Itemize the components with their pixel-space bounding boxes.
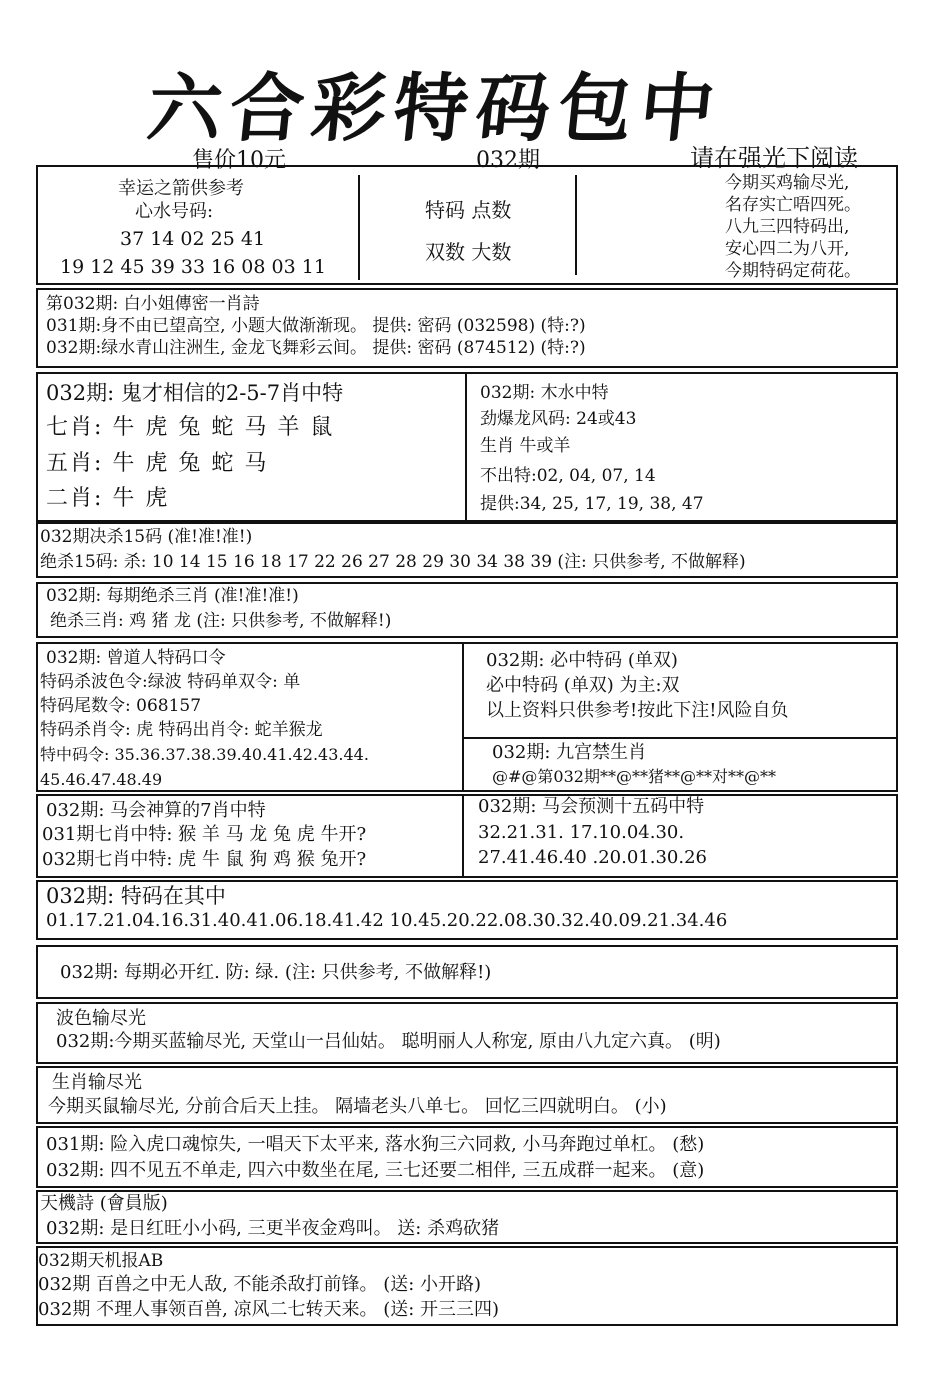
mahui15-line-2: 27.41.46.40 .20.01.30.26	[478, 847, 708, 868]
bai-line-1: 031期:身不由已望高空, 小题大做渐渐现。 提供: 密码 (032598) (特:?)	[46, 316, 586, 336]
guicai-5: 五肖: 牛 虎 兔 蛇 马	[46, 451, 269, 476]
jiugong-title: 032期: 九宫禁生肖	[492, 742, 647, 763]
lucky-title: 幸运之箭供参考	[118, 178, 244, 199]
lucky-subtitle: 心水号码:	[135, 201, 214, 222]
zaiqi-title: 032期: 特码在其中	[46, 884, 226, 908]
zeng-line-4: 特中码令: 35.36.37.38.39.40.41.42.43.44.	[40, 745, 369, 764]
lucky-numbers-2: 19 12 45 39 33 16 08 03 11	[60, 256, 326, 278]
poem2-line-2: 032期: 四不见五不单走, 四六中数坐在尾, 三七还要二相伴, 三五成群一起来。 (意)	[46, 1160, 705, 1181]
juesha-ma-numbers: 绝杀15码: 杀: 10 14 15 16 18 17 22 26 27 28 29 30 34 38 39 (注: 只供参考, 不做解释)	[40, 552, 746, 572]
mahui15-line-1: 32.21.31. 17.10.04.30.	[478, 822, 685, 843]
guicai-2: 二肖: 牛 虎	[46, 486, 170, 511]
zeng-line-3: 特码杀肖令: 虎 特码出肖令: 蛇羊猴龙	[40, 720, 323, 740]
shengxiao-line: 今期买鼠输尽光, 分前合后天上挂。 隔墙老头八单七。 回忆三四就明白。 (小)	[48, 1096, 667, 1117]
mushui-line-4: 提供:34, 25, 17, 19, 38, 47	[480, 494, 704, 514]
top-poem: 今期买鸡输尽光, 名存实亡唔四死。 八九三四特码出, 安心四二为八开, 今期特码定荷花。	[725, 173, 861, 281]
mahui7-title: 032期: 马会神算的7肖中特	[46, 800, 266, 821]
zeng-line-1: 特码杀波色令:绿波 特码单双令: 单	[40, 672, 301, 692]
jiugong-line: @#@第032期**@**猪**@**对**@**	[492, 767, 776, 786]
mahui15-title: 032期: 马会预测十五码中特	[478, 796, 705, 817]
tianjibao-title: 032期天机报AB	[38, 1251, 164, 1271]
tema-row-2: 双数 大数	[425, 240, 512, 264]
bose-title: 波色输尽光	[56, 1008, 146, 1029]
tianjibao-line-1: 032期 百兽之中无人敌, 不能杀敌打前锋。 (送: 小开路)	[38, 1274, 482, 1295]
guicai-7: 七肖: 牛 虎 兔 蛇 马 羊 鼠	[46, 415, 335, 440]
mushui-title: 032期: 木水中特	[480, 383, 609, 403]
mushui-line-3: 不出特:02, 04, 07, 14	[480, 466, 656, 486]
issue-label: 032期	[476, 148, 540, 173]
poem2-line-1: 031期: 险入虎口魂惊失, 一唱天下太平来, 落水狗三六同救, 小马奔跑过单杠。 (愁)	[46, 1134, 705, 1155]
juesha-xiao-line: 绝杀三肖: 鸡 猪 龙 (注: 只供参考, 不做解释!)	[50, 611, 392, 631]
shengxiao-title: 生肖输尽光	[52, 1072, 142, 1093]
bai-line-2: 032期:绿水青山注洲生, 金龙飞舞彩云间。 提供: 密码 (874512) (特:?)	[46, 338, 586, 358]
zeng-line-5: 45.46.47.48.49	[40, 770, 163, 789]
tema-row-1: 特码 点数	[425, 198, 512, 222]
mahui7-line-1: 031期七肖中特: 猴 羊 马 龙 兔 虎 牛开?	[42, 824, 367, 845]
zaiqi-numbers: 01.17.21.04.16.31.40.41.06.18.41.42 10.45.20.22.08.30.32.40.09.21.34.46	[46, 910, 728, 931]
juesha-ma-title: 032期决杀15码 (准!准!准!)	[40, 527, 253, 547]
bikai-line: 032期: 每期必开红. 防: 绿. (注: 只供参考, 不做解释!)	[60, 962, 492, 983]
lucky-numbers-1: 37 14 02 25 41	[120, 228, 266, 250]
read-notice: 请在强光下阅读	[690, 144, 858, 172]
mahui7-line-2: 032期七肖中特: 虎 牛 鼠 狗 鸡 猴 兔开?	[42, 849, 367, 870]
zeng-line-2: 特码尾数令: 068157	[40, 696, 202, 716]
bizhong-title: 032期: 必中特码 (单双)	[486, 650, 678, 671]
juesha-xiao-title: 032期: 每期绝杀三肖 (准!准!准!)	[46, 586, 299, 606]
bai-title: 第032期: 白小姐傳密一肖詩	[46, 294, 260, 314]
bizhong-line-2: 以上资料只供参考!按此下注!风险自负	[486, 700, 789, 721]
mushui-line-2: 生肖 牛或羊	[480, 436, 571, 456]
tianji-line: 032期: 是日红旺小小码, 三更半夜金鸡叫。 送: 杀鸡砍猪	[46, 1218, 500, 1239]
bose-line: 032期:今期买蓝输尽光, 天堂山一吕仙姑。 聪明丽人人称宠, 原由八九定六真。 (明)	[56, 1031, 721, 1052]
tianjibao-line-2: 032期 不理人事领百兽, 凉风二七转天来。 (送: 开三三四)	[38, 1299, 500, 1320]
guicai-title: 032期: 鬼才相信的2-5-7肖中特	[46, 381, 344, 405]
mushui-line-1: 劲爆龙风码: 24或43	[480, 409, 637, 429]
page-title: 六合彩特码包中	[143, 66, 727, 152]
tianji-title: 天機詩 (會員版)	[40, 1193, 168, 1214]
bizhong-line-1: 必中特码 (单双) 为主:双	[486, 675, 680, 696]
zeng-title: 032期: 曾道人特码口令	[46, 648, 226, 668]
price-label: 售价10元	[192, 148, 286, 173]
